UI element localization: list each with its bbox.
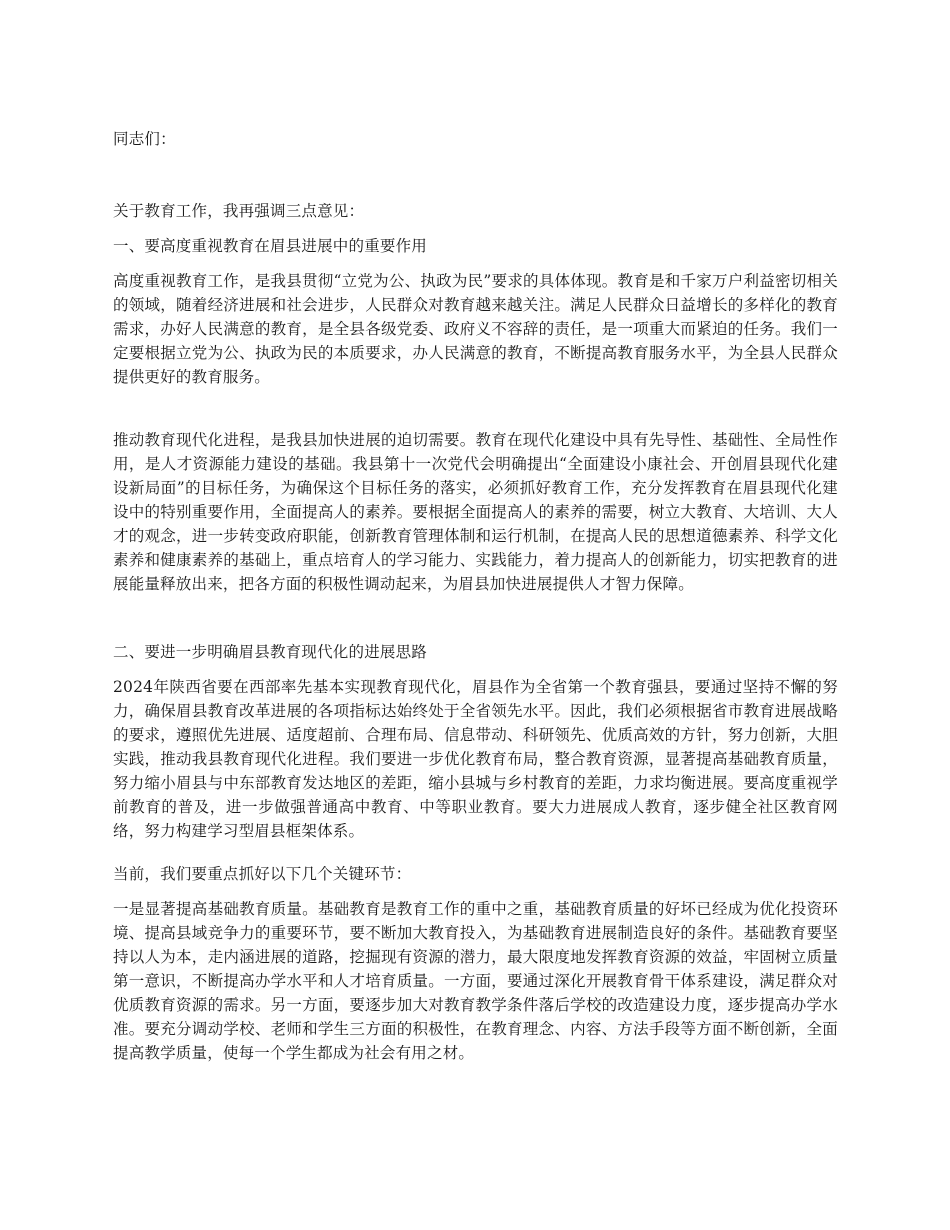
intro-paragraph: 关于教育工作，我再强调三点意见： [113,202,365,220]
section-heading-2: 二、要进一步明确眉县教育现代化的进展思路 [113,643,428,661]
body-paragraph: 高度重视教育工作，是我县贯彻“立党为公、执政为民”要求的具体体现。教育是和千家万户利益密切相关的领域，随着经济进展和社会进步，人民群众对教育越来越关注。满足人民群众日益增长的多样化的教育需求，办好人民满意的教育，是全县各级党委、政府义不容辞的责任，是一项重大而紧迫的任务。我们一定要根据立党为公、执政为民的本质要求，办人民满意的教育，不断提高教育服务水平，为全县人民群众提供更好的教育服务。 [113,272,838,386]
body-paragraph: 2024年陕西省要在西部率先基本实现教育现代化，眉县作为全省第一个教育强县，要通过坚持不懈的努力，确保眉县教育改革进展的各项指标达始终处于全省领先水平。因此，我们必须根据省市教育进展战略的要求，遵照优先进展、适度超前、合理布局、信息带动、科研领先、优质高效的方针，努力创新，大胆实践，推动我县教育现代化进程。我们要进一步优化教育布局，整合教育资源，显著提高基础教育质量，努力缩小眉县与中东部教育发达地区的差距，缩小县城与乡村教育的差距，力求均衡进展。要高度重视学前教育的普及，进一步做强普通高中教育、中等职业教育。要大力进展成人教育，逐步健全社区教育网络，努力构建学习型眉县框架体系。 [113,678,838,840]
salutation: 同志们： [113,130,176,148]
body-paragraph: 推动教育现代化进程，是我县加快进展的迫切需要。教育在现代化建设中具有先导性、基础性、全局性作用，是人才资源能力建设的基础。我县第十一次党代会明确提出“全面建设小康社会、开创眉县现代化建设新局面”的目标任务，为确保这个目标任务的落实，必须抓好教育工作，充分发挥教育在眉县现代化建设中的特别重要作用，全面提高人的素养。要根据全面提高人的素养的需要，树立大教育、大培训、大人才的观念，进一步转变政府职能，创新教育管理体制和运行机制，在提高人民的思想道德素养、科学文化素养和健康素养的基础上，重点培育人的学习能力、实践能力，着力提高人的创新能力，切实把教育的进展能量释放出来，把各方面的积极性调动起来，为眉县加快进展提供人才智力保障。 [113,431,838,593]
body-paragraph: 当前，我们要重点抓好以下几个关键环节： [113,865,412,883]
section-heading-1: 一、要高度重视教育在眉县进展中的重要作用 [113,237,428,255]
body-paragraph: 一是显著提高基础教育质量。基础教育是教育工作的重中之重，基础教育质量的好坏已经成为优化投资环境、提高县域竞争力的重要环节，要不断加大教育投入，为基础教育进展制造良好的条件。基础教育要坚持以人为本，走内涵进展的道路，挖掘现有资源的潜力，最大限度地发挥教育资源的效益，牢固树立质量第一意识，不断提高办学水平和人才培育质量。一方面，要通过深化开展教育骨干体系建设，满足群众对优质教育资源的需求。另一方面，要逐步加大对教育教学条件落后学校的改造建设力度，逐步提高办学水准。要充分调动学校、老师和学生三方面的积极性，在教育理念、内容、方法手段等方面不断创新，全面提高教学质量，使每一个学生都成为社会有用之材。 [113,900,838,1062]
